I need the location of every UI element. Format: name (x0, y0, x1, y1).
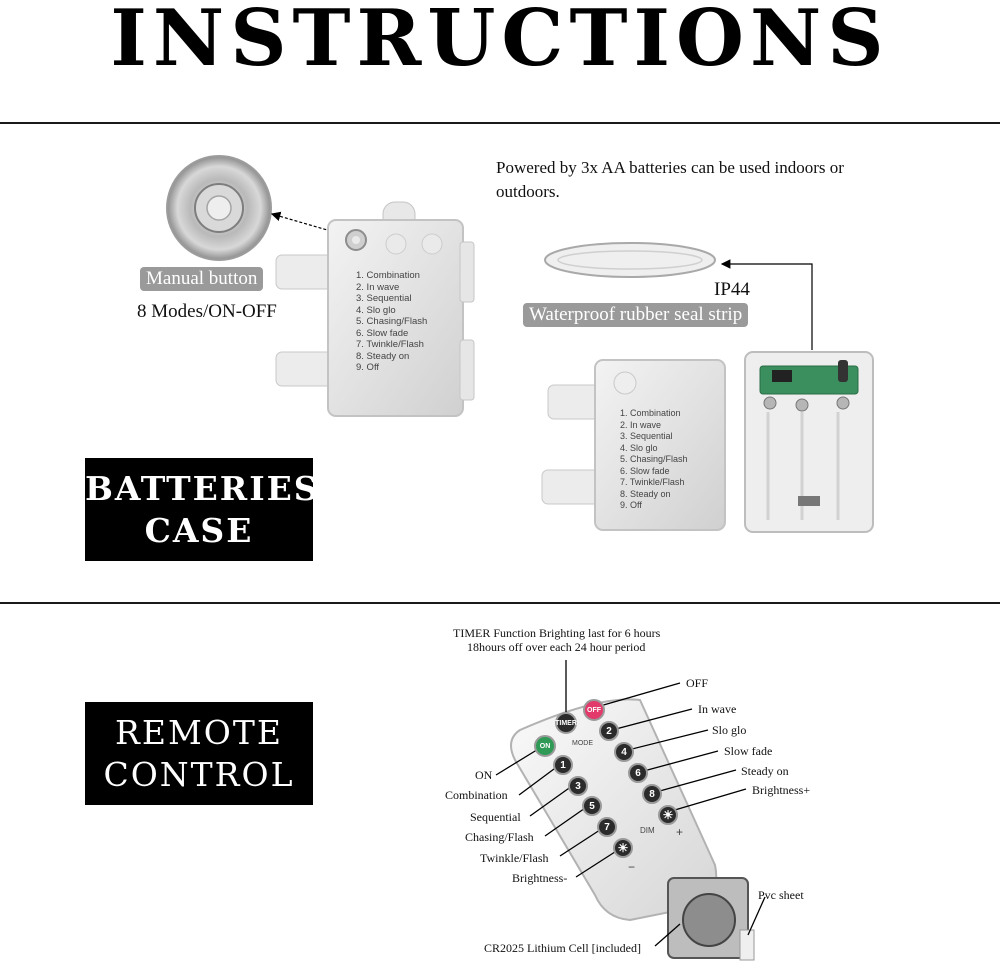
label-combination: Combination (445, 788, 508, 802)
batteries-heading-line2: CASE (144, 510, 254, 550)
mode-item: 7. Twinkle/Flash (356, 339, 424, 350)
mode-item: 1. Combination (356, 270, 420, 281)
label-off: OFF (686, 676, 709, 690)
mode-item: 1. Combination (620, 408, 681, 418)
number-button-4[interactable]: 4 (614, 742, 634, 762)
remote-heading-line2: CONTROL (103, 754, 295, 794)
minus-label: − (628, 860, 636, 874)
mode-item: 2. In wave (620, 419, 662, 430)
dim-label: DIM (640, 826, 655, 835)
label-twinkle-flash: Twinkle/Flash (480, 851, 549, 865)
number-button-2[interactable]: 2 (599, 721, 619, 741)
label-in-wave: In wave (698, 702, 737, 716)
mode-item: 6. Slow fade (356, 327, 409, 339)
number-button-8[interactable]: 8 (642, 784, 662, 804)
batteries-heading-line1: BATTERIES (85, 468, 320, 508)
mode-item: 8. Steady on (620, 488, 671, 499)
dim-minus-button[interactable]: ☀ (613, 838, 633, 858)
mode-label: MODE (572, 740, 593, 747)
seal-strip-label: Waterproof rubber seal strip (523, 303, 748, 327)
label-on: ON (475, 768, 493, 782)
mode-item: 5. Chasing/Flash (620, 454, 688, 464)
label-chasing-flash: Chasing/Flash (465, 830, 534, 844)
plus-label: + (676, 825, 684, 839)
off-button[interactable]: OFF (583, 699, 605, 721)
batteries-case-heading (85, 458, 320, 561)
number-button-5[interactable]: 5 (582, 796, 602, 816)
number-button-3[interactable]: 3 (568, 776, 588, 796)
number-button-1[interactable]: 1 (553, 755, 573, 775)
mode-item: 5. Chasing/Flash (356, 316, 428, 327)
mode-item: 9. Off (356, 362, 380, 373)
page-title: INSTRUCTIONS (110, 0, 890, 84)
label-slow-fade: Slow fade (724, 744, 773, 758)
number-button-7[interactable]: 7 (597, 817, 617, 837)
ip-rating-label: IP44 (714, 279, 750, 300)
label-sequential: Sequential (470, 810, 521, 824)
battery-case-open (542, 352, 873, 532)
label-brightness-minus: Brightness- (512, 871, 568, 885)
timer-description-line1: TIMER Function Brighting last for 6 hours (453, 626, 661, 640)
label-cr2025-cell: CR2025 Lithium Cell [included] (484, 941, 641, 955)
label-pvc-sheet: Pvc sheet (758, 888, 804, 902)
mode-item: 6. Slow fade (620, 465, 670, 476)
on-button[interactable]: ON (534, 735, 556, 757)
label-slo-glo: Slo glo (712, 723, 747, 737)
case-modes-list (356, 270, 427, 374)
manual-button-closeup (167, 156, 271, 260)
remote-heading-line1: REMOTE (115, 712, 283, 752)
modes-label: 8 Modes/ON-OFF (137, 301, 277, 322)
mode-item: 2. In wave (356, 281, 400, 293)
powered-text-line1: Powered by 3x AA batteries can be used indoors or (496, 158, 844, 177)
open-case-modes-list (620, 408, 688, 512)
mode-item: 4. Slo glo (620, 442, 658, 453)
mode-item: 3. Sequential (356, 293, 412, 304)
mode-item: 7. Twinkle/Flash (620, 477, 685, 487)
dim-plus-button[interactable]: ☀ (658, 805, 678, 825)
rubber-seal-strip (545, 243, 715, 277)
timer-description-line2: 18hours off over each 24 hour period (467, 640, 646, 654)
mode-item: 8. Steady on (356, 350, 410, 362)
timer-button[interactable]: TIMER (555, 712, 577, 734)
mode-item: 4. Slo glo (356, 304, 396, 316)
number-button-6[interactable]: 6 (628, 763, 648, 783)
remote-control-heading (85, 702, 313, 805)
manual-button-label: Manual button (140, 267, 263, 291)
label-brightness-plus: Brightness+ (752, 783, 811, 797)
mode-item: 3. Sequential (620, 431, 673, 441)
label-steady-on: Steady on (741, 764, 789, 778)
powered-text-line2: outdoors. (496, 182, 560, 201)
mode-item: 9. Off (620, 500, 642, 510)
